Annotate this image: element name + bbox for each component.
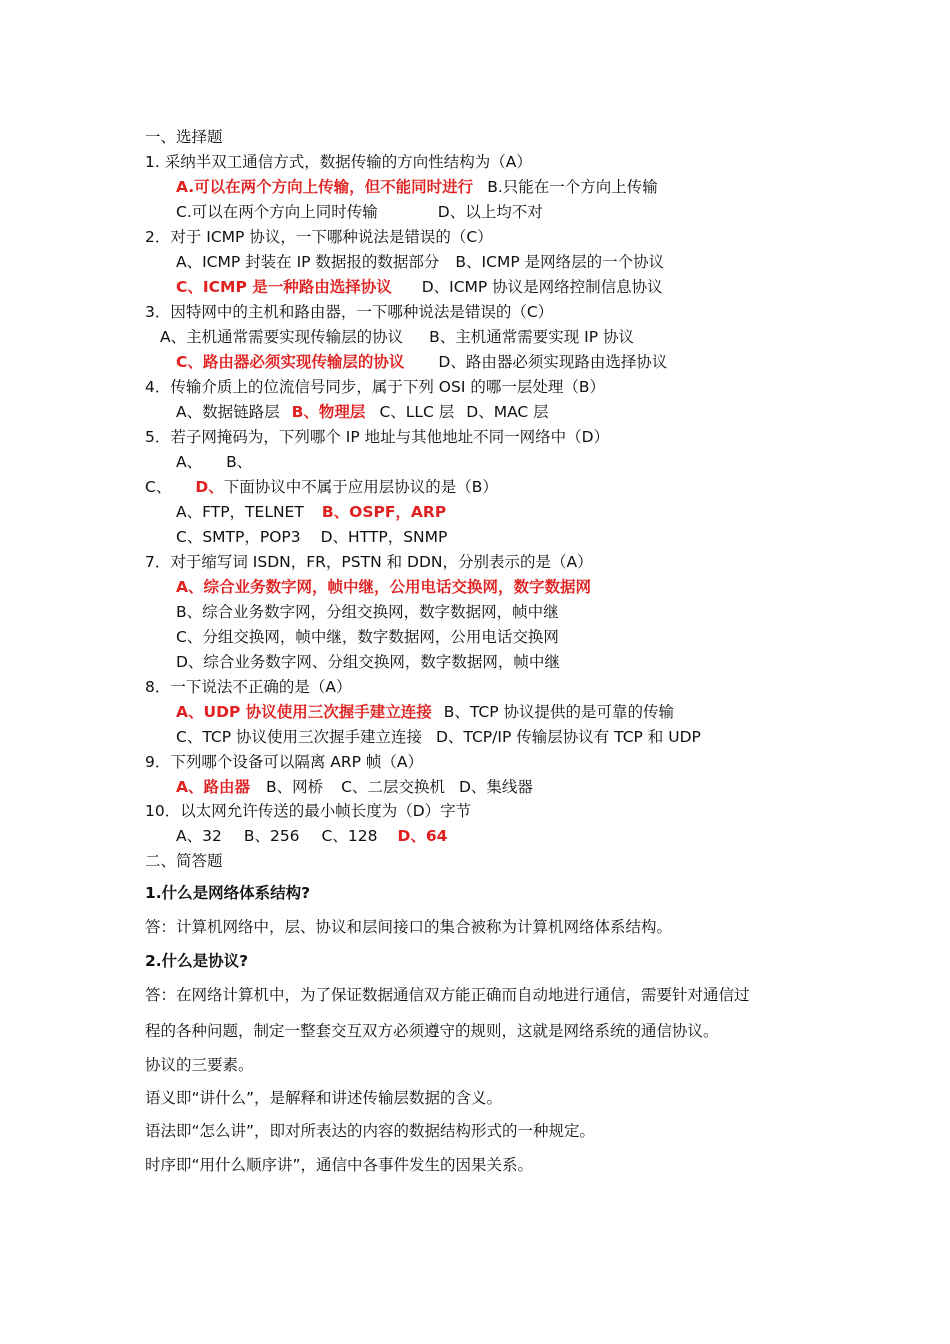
s2-paragraph-elements: 协议的三要素。 bbox=[145, 1056, 254, 1074]
q1-option-c: C.可以在两个方向上同时传输 bbox=[176, 203, 378, 221]
q3-stem: 3．因特网中的主机和路由器，一下哪种说法是错误的（C） bbox=[145, 303, 554, 321]
q5-option-b: B、 bbox=[226, 453, 253, 471]
s2-paragraph-semantics: 语义即“讲什么”，是解释和讲述传输层数据的含义。 bbox=[145, 1089, 503, 1107]
q2-options-row1 bbox=[176, 252, 664, 272]
q4-option-a: A、数据链路层 bbox=[176, 403, 280, 421]
q2-option-c: C、ICMP 是一种路由选择协议 bbox=[176, 278, 392, 296]
q4-option-c: C、LLC 层 bbox=[379, 403, 455, 421]
q6-option-c: C、SMTP，POP3 bbox=[176, 528, 301, 546]
q3-options-row2 bbox=[176, 352, 667, 372]
q1-stem: 1. 采纳半双工通信方式，数据传输的方向性结构为（A） bbox=[145, 153, 532, 171]
q4-option-b: B、物理层 bbox=[291, 403, 366, 421]
q10-option-a: A、32 bbox=[176, 827, 222, 845]
q8-stem: 8．一下说法不正确的是（A） bbox=[145, 678, 352, 696]
q6-option-a: A、FTP，TELNET bbox=[176, 503, 304, 521]
q6-option-d: D、HTTP，SNMP bbox=[320, 528, 448, 546]
q9-options bbox=[176, 777, 533, 797]
q2-option-a: A、ICMP 封装在 IP 数据报的数据部分 bbox=[176, 253, 440, 271]
q5-options-row1 bbox=[176, 452, 252, 472]
q10-option-c: C、128 bbox=[321, 827, 378, 845]
q7-stem: 7．对于缩写词 ISDN，FR，PSTN 和 DDN，分别表示的是（A） bbox=[145, 553, 593, 571]
q6-options-row2 bbox=[176, 527, 447, 547]
q10-stem: 10．以太网允许传送的最小帧长度为（D）字节 bbox=[145, 802, 472, 820]
q10-options bbox=[176, 826, 447, 846]
q1-option-a: A.可以在两个方向上传输，但不能同时进行 bbox=[176, 178, 474, 196]
q8-options-row2 bbox=[176, 727, 701, 747]
s2-paragraph-syntax: 语法即“怎么讲”，即对所表达的内容的数据结构形式的一种规定。 bbox=[145, 1122, 596, 1140]
q8-option-c: C、TCP 协议使用三次握手建立连接 bbox=[176, 728, 422, 746]
q5-stem: 5．若子网掩码为，下列哪个 IP 地址与其他地址不同一网络中（D） bbox=[145, 428, 610, 446]
q6-options-row1 bbox=[176, 502, 446, 522]
s2-answer-line1: 答：在网络计算机中，为了保证数据通信双方能正确而自动地进行通信，需要针对通信过 bbox=[145, 986, 750, 1004]
q6-stem: 下面协议中不属于应用层协议的是（B） bbox=[223, 478, 498, 496]
q5-options-row2 bbox=[145, 477, 498, 497]
s1-answer: 答：计算机网络中，层、协议和层间接口的集合被称为计算机网络体系结构。 bbox=[145, 918, 673, 936]
q7-option-c: C、分组交换网，帧中继，数字数据网，公用电话交换网 bbox=[176, 628, 559, 646]
q1-options-row1 bbox=[176, 177, 658, 197]
q8-option-b: B、TCP 协议提供的是可靠的传输 bbox=[443, 703, 675, 721]
s1-question: 1.什么是网络体系结构? bbox=[145, 884, 311, 902]
q1-option-b: B.只能在一个方向上传输 bbox=[487, 178, 658, 196]
s2-question: 2.什么是协议? bbox=[145, 952, 249, 970]
q2-option-b: B、ICMP 是网络层的一个协议 bbox=[455, 253, 665, 271]
q3-option-c: C、路由器必须实现传输层的协议 bbox=[176, 353, 405, 371]
q6-option-b: B、OSPF，ARP bbox=[321, 503, 447, 521]
q2-option-d: D、ICMP 协议是网络控制信息协议 bbox=[421, 278, 663, 296]
q5-option-a: A、 bbox=[176, 453, 203, 471]
section-short-answer-heading: 二、简答题 bbox=[145, 852, 223, 870]
q3-option-d: D、路由器必须实现路由选择协议 bbox=[438, 353, 668, 371]
q8-option-d: D、TCP/IP 传输层协议有 TCP 和 UDP bbox=[435, 728, 701, 746]
q3-option-a: A、主机通常需要实现传输层的协议 bbox=[160, 328, 404, 346]
q3-option-b: B、主机通常需要实现 IP 协议 bbox=[429, 328, 635, 346]
section-choice-heading: 一、选择题 bbox=[145, 128, 223, 146]
q8-options-row1 bbox=[176, 702, 674, 722]
q5-option-c: C、 bbox=[145, 478, 172, 496]
q2-stem: 2．对于 ICMP 协议，一下哪种说法是错误的（C） bbox=[145, 228, 493, 246]
q7-option-d: D、综合业务数字网、分组交换网，数字数据网，帧中继 bbox=[176, 653, 560, 671]
q10-option-b: B、256 bbox=[243, 827, 300, 845]
s2-paragraph-timing: 时序即“用什么顺序讲”，通信中各事件发生的因果关系。 bbox=[145, 1156, 534, 1174]
q9-option-d: D、集线器 bbox=[458, 778, 533, 796]
q2-options-row2 bbox=[176, 277, 663, 297]
q10-option-d: D、64 bbox=[397, 827, 448, 845]
q7-option-b: B、综合业务数字网，分组交换网，数字数据网，帧中继 bbox=[176, 603, 559, 621]
q1-option-d: D、以上均不对 bbox=[437, 203, 543, 221]
q8-option-a: A、UDP 协议使用三次握手建立连接 bbox=[176, 703, 432, 721]
q4-stem: 4．传输介质上的位流信号同步，属于下列 OSI 的哪一层处理（B） bbox=[145, 378, 605, 396]
q5-option-d: D、 bbox=[195, 478, 224, 496]
s2-answer-line2: 程的各种问题，制定一整套交互双方必须遵守的规则，这就是网络系统的通信协议。 bbox=[145, 1022, 719, 1040]
q9-option-a: A、路由器 bbox=[176, 778, 250, 796]
q1-options-row2 bbox=[176, 202, 543, 222]
q7-option-a: A、综合业务数字网，帧中继，公用电话交换网，数字数据网 bbox=[176, 578, 591, 596]
q9-option-c: C、二层交换机 bbox=[341, 778, 445, 796]
q9-stem: 9．下列哪个设备可以隔离 ARP 帧（A） bbox=[145, 753, 424, 771]
q9-option-b: B、网桥 bbox=[266, 778, 324, 796]
q3-options-row1 bbox=[160, 327, 634, 347]
q4-option-d: D、MAC 层 bbox=[466, 403, 549, 421]
q4-options bbox=[176, 402, 549, 422]
